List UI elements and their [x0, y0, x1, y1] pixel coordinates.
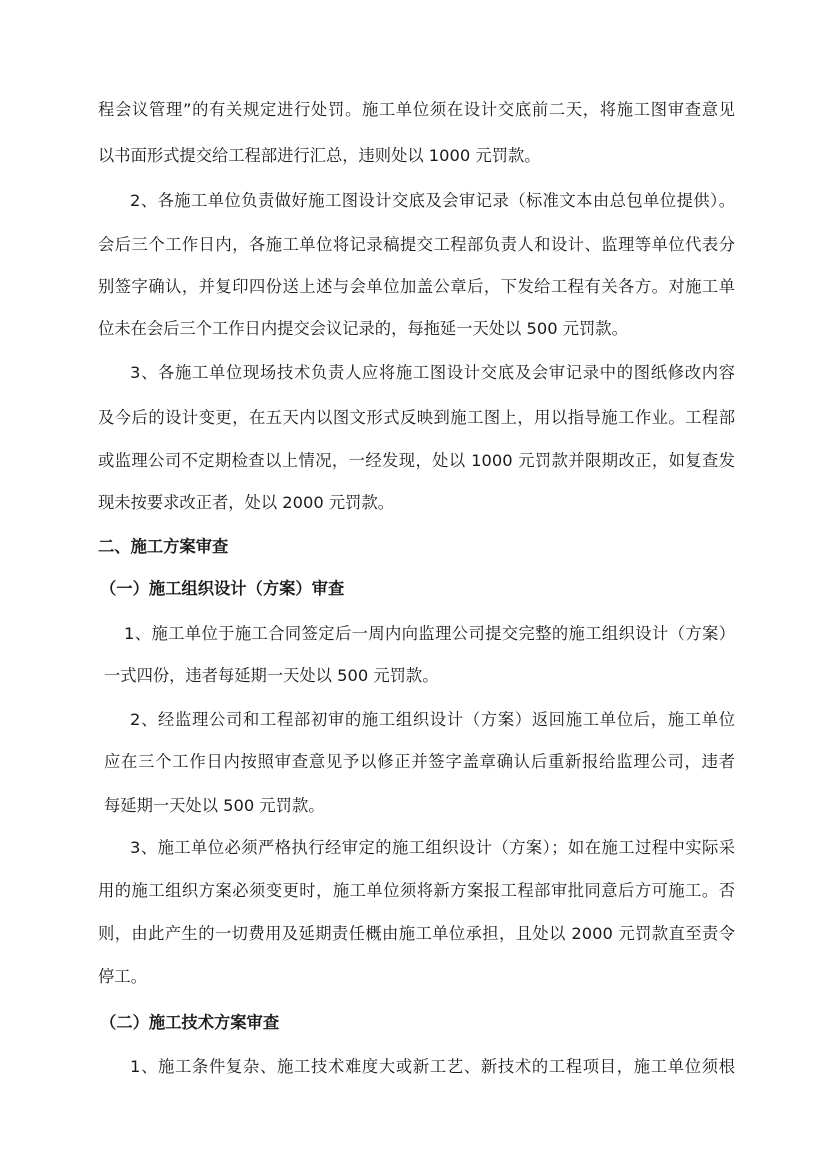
text-line: 程会议管理”的有关规定进行处罚。施工单位须在设计交底前二天，将施工图审查意见 [98, 100, 735, 119]
text-line: 应在三个工作日内按照审查意见予以修正并签字盖章确认后重新报给监理公司，违者 [104, 752, 735, 771]
text-line: 2、各施工单位负责做好施工图设计交底及会审记录（标准文本由总包单位提供）。 [130, 191, 735, 210]
text-line: 或监理公司不定期检查以上情况，一经发现，处以 1000 元罚款并限期改正，如复查发 [98, 451, 735, 470]
text-line: 停工。 [98, 967, 147, 986]
subsection-heading: （一）施工组织设计（方案）审查 [100, 579, 345, 598]
text-line: 3、各施工单位现场技术负责人应将施工图设计交底及会审记录中的图纸修改内容 [130, 363, 735, 382]
text-line: 3、施工单位必须严格执行经审定的施工组织设计（方案）；如在施工过程中实际采 [130, 838, 735, 857]
subsection-heading: （二）施工技术方案审查 [100, 1013, 280, 1032]
text-line: 会后三个工作日内，各施工单位将记录稿提交工程部负责人和设计、监理等单位代表分 [98, 235, 735, 254]
text-line: 别签字确认，并复印四份送上述与会单位加盖公章后，下发给工程有关各方。对施工单 [98, 277, 735, 296]
text-line: 一式四份，违者每延期一天处以 500 元罚款。 [104, 666, 439, 685]
text-line: 每延期一天处以 500 元罚款。 [104, 796, 325, 815]
text-line: 1、施工条件复杂、施工技术难度大或新工艺、新技术的工程项目，施工单位须根 [130, 1057, 735, 1076]
text-line: 则，由此产生的一切费用及延期责任概由施工单位承担，且处以 2000 元罚款直至责令 [98, 924, 735, 943]
text-line: 以书面形式提交给工程部进行汇总，违则处以 1000 元罚款。 [98, 146, 541, 165]
text-line: 2、经监理公司和工程部初审的施工组织设计（方案）返回施工单位后，施工单位 [130, 710, 735, 729]
section-heading: 二、施工方案审查 [98, 537, 229, 556]
text-line: 用的施工组织方案必须变更时，施工单位须将新方案报工程部审批同意后方可施工。否 [98, 881, 735, 900]
text-line: 位未在会后三个工作日内提交会议记录的，每拖延一天处以 500 元罚款。 [98, 319, 628, 338]
text-line: 现未按要求改正者，处以 2000 元罚款。 [98, 493, 395, 512]
text-line: 及今后的设计变更，在五天内以图文形式反映到施工图上，用以指导施工作业。工程部 [98, 408, 735, 427]
text-line: 1、施工单位于施工合同签定后一周内向监理公司提交完整的施工组织设计（方案） [124, 624, 735, 643]
